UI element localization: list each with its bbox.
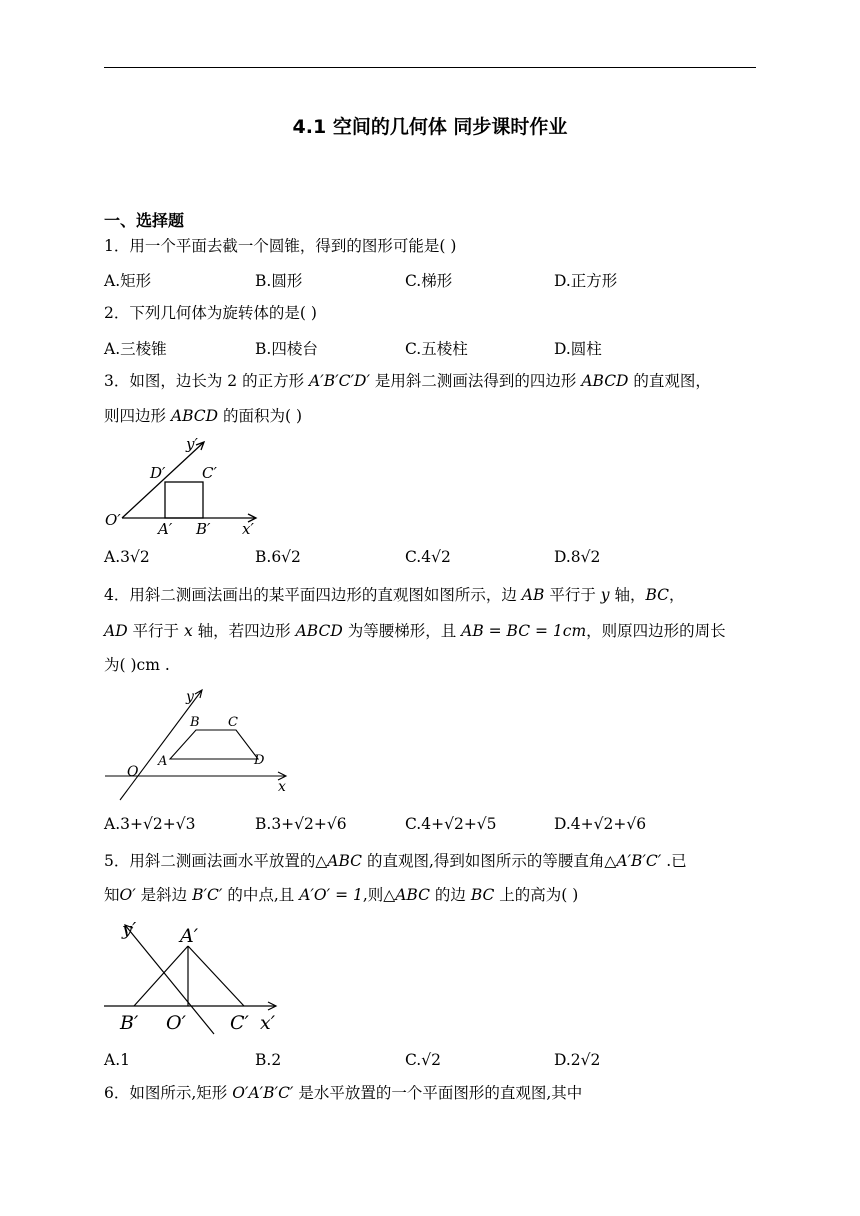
question-5-line-2	[104, 885, 578, 905]
math: BC	[645, 586, 669, 604]
text: 6．如图所示,矩形	[104, 1084, 233, 1102]
question-5-figure	[100, 916, 286, 1036]
text: 的中点,且	[222, 886, 300, 904]
math: A′B′C′	[616, 852, 662, 870]
option-d: D.4+√2+√6	[554, 815, 647, 833]
text: 平行于	[544, 586, 601, 604]
math: BC	[470, 886, 495, 904]
option-c: C.√2	[405, 1051, 441, 1069]
axis-label-x: x′	[260, 1012, 276, 1034]
question-5-line-1	[104, 851, 687, 871]
question-4-figure	[100, 684, 296, 804]
text: 知	[104, 886, 120, 904]
question-2-stem: 2．下列几何体为旋转体的是( )	[104, 304, 317, 322]
option-b: B.四棱台	[255, 340, 318, 358]
text: 的边	[429, 886, 471, 904]
text: ，则原四边形的周长	[586, 622, 726, 640]
text: 是斜边	[135, 886, 193, 904]
math: O′A′B′C′	[232, 1084, 294, 1102]
text: 则四边形	[104, 407, 171, 425]
origin-label: O′	[105, 511, 121, 529]
text: 5．用斜二测画法画水平放置的△	[104, 852, 328, 870]
option-d: D.正方形	[554, 272, 618, 290]
question-6-line-1	[104, 1083, 582, 1103]
math: O′	[119, 886, 136, 904]
math: x	[183, 622, 193, 640]
text: ,则△	[362, 886, 396, 904]
point-label-d: D′	[150, 464, 166, 482]
section-heading: 一、选择题	[104, 211, 185, 230]
math: ABCD	[170, 407, 219, 425]
math: ABC	[395, 886, 430, 904]
point-label-a: A′	[158, 520, 173, 538]
question-3-figure	[100, 432, 270, 540]
text: 是用斜二测画法得到的四边形	[369, 372, 582, 390]
page-title: 4.1 空间的几何体 同步课时作业	[292, 116, 568, 138]
axis-label-x: x′	[242, 520, 254, 538]
option-a: A.矩形	[104, 272, 152, 290]
text: 为等腰梯形，且	[342, 622, 462, 640]
question-2-options	[104, 337, 704, 359]
point-label-a: A	[158, 754, 168, 769]
math: ABC	[327, 852, 363, 870]
option-d: D.8√2	[554, 548, 601, 566]
point-label-c: C′	[230, 1012, 249, 1034]
math: A′B′C′D′	[309, 372, 370, 390]
text: 轴，若四边形	[192, 622, 296, 640]
question-1-stem: 1．用一个平面去截一个圆锥，得到的图形可能是( )	[104, 237, 457, 255]
question-1-options	[104, 269, 704, 291]
text: 3．如图，边长为 2 的正方形	[104, 372, 310, 390]
text: 上的高为( )	[494, 886, 579, 904]
option-b: B.6√2	[255, 548, 301, 566]
point-label-c: C	[228, 715, 238, 730]
axis-label-x: x	[278, 779, 286, 795]
option-b: B.3+√2+√6	[255, 815, 347, 833]
option-a: A.1	[104, 1051, 130, 1069]
origin-label: O′	[166, 1012, 186, 1034]
option-a: A.三棱锥	[104, 340, 167, 358]
point-label-c: C′	[202, 464, 217, 482]
option-a: A.3+√2+√3	[104, 815, 196, 833]
question-3-options	[104, 548, 704, 570]
point-label-a: A′	[180, 925, 199, 947]
header-rule	[104, 67, 756, 68]
question-4-options	[104, 815, 704, 837]
text: 是水平放置的一个平面图形的直观图,其中	[293, 1084, 583, 1102]
point-label-b: B′	[120, 1012, 139, 1034]
option-d: D.圆柱	[554, 340, 602, 358]
text: 的直观图，	[628, 372, 711, 390]
text: ，	[669, 586, 685, 604]
math: A′O′ = 1	[299, 886, 363, 904]
option-c: C.梯形	[405, 272, 453, 290]
axis-label-y: y′	[122, 919, 137, 940]
option-c: C.4+√2+√5	[405, 815, 497, 833]
question-4-line-1	[104, 585, 685, 605]
option-b: B.2	[255, 1051, 282, 1069]
point-label-d: D	[254, 753, 265, 768]
question-4-line-2	[104, 621, 726, 641]
axis-label-y: y	[186, 689, 194, 705]
math: B′C′	[192, 886, 223, 904]
axis-label-y: y′	[186, 435, 198, 453]
option-c: C.五棱柱	[405, 340, 468, 358]
math: ABCD	[581, 372, 629, 390]
option-b: B.圆形	[255, 272, 303, 290]
text: 4．用斜二测画法画出的某平面四边形的直观图如图所示，边	[104, 586, 522, 604]
text: .已	[661, 852, 687, 870]
option-a: A.3√2	[104, 548, 150, 566]
text: 轴，	[609, 586, 646, 604]
question-3-line-2	[104, 406, 302, 426]
point-label-b: B	[190, 715, 200, 730]
question-4-line-3: 为( )cm .	[104, 656, 170, 674]
question-3-line-1	[104, 371, 711, 391]
text: 的面积为( )	[218, 407, 303, 425]
question-5-options	[104, 1051, 704, 1073]
math: AB = BC = 1cm	[461, 622, 587, 640]
math: y	[600, 586, 610, 604]
point-label-b: B′	[196, 520, 211, 538]
option-d: D.2√2	[554, 1051, 601, 1069]
math: AB	[521, 586, 545, 604]
math: ABCD	[295, 622, 343, 640]
math: AD	[104, 622, 128, 640]
option-c: C.4√2	[405, 548, 451, 566]
text: 的直观图,得到如图所示的等腰直角△	[362, 852, 617, 870]
origin-label: O	[127, 764, 139, 780]
text: 平行于	[127, 622, 184, 640]
